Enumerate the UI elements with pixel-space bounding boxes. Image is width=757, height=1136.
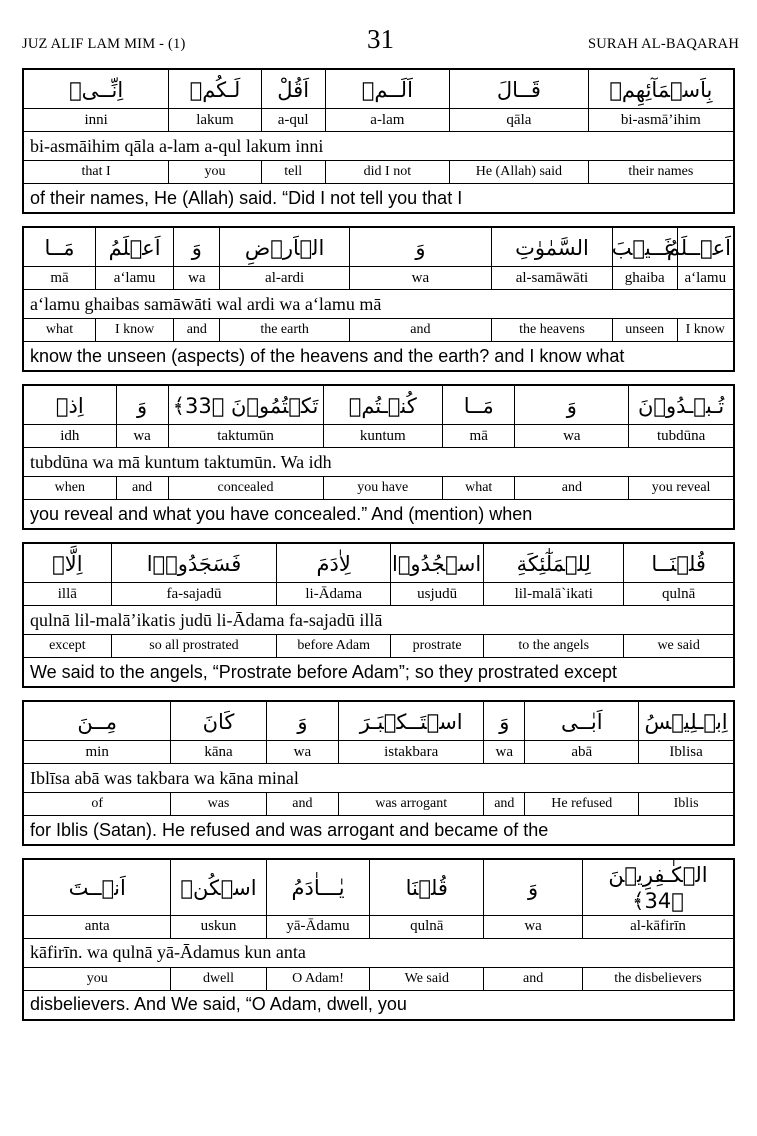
transliteration-cell: qulnā <box>624 583 734 606</box>
word-meaning-cell: I know <box>677 319 734 342</box>
transliteration-cell: Iblisa <box>639 741 734 764</box>
word-meaning-cell: so all prostrated <box>111 635 277 658</box>
transliteration-cell: anta <box>23 915 171 938</box>
full-transliteration-cell: a‘lamu ghaibas samāwāti wal ardi wa a‘lamu mā <box>23 290 734 319</box>
arabic-word-cell: اَعۡــلَمُ <box>677 227 734 267</box>
arabic-word-cell: بِاَسۡمَآئِهِمۡ <box>588 69 734 109</box>
arabic-word-cell: غَــيۡبَ <box>612 227 677 267</box>
arabic-word-cell: قُلۡنَا <box>370 859 484 915</box>
page-header <box>22 26 739 68</box>
arabic-word-cell: مَــا <box>442 385 515 425</box>
word-meaning-cell: the disbelievers <box>583 967 734 990</box>
verse-block <box>22 384 735 530</box>
arabic-word-row <box>23 385 734 425</box>
arabic-word-cell: لِلۡمَلٰٓئِكَةِ <box>484 543 624 583</box>
transliteration-cell: abā <box>525 741 639 764</box>
word-meaning-cell: that I <box>23 161 169 184</box>
full-translation-row <box>23 816 734 846</box>
full-transliteration-cell: qulnā lil-malā’ikatis judū li-Ādama fa-sajadū illā <box>23 606 734 635</box>
transliteration-row <box>23 109 734 132</box>
arabic-word-cell: كَانَ <box>171 701 266 741</box>
word-meaning-cell: tell <box>261 161 325 184</box>
transliteration-cell: kuntum <box>323 425 442 448</box>
word-meaning-cell: He refused <box>525 793 639 816</box>
full-transliteration-row <box>23 764 734 793</box>
transliteration-cell: ghaiba <box>612 267 677 290</box>
arabic-word-cell: اِلَّاۤ <box>23 543 111 583</box>
transliteration-cell: min <box>23 741 171 764</box>
word-meaning-row <box>23 477 734 500</box>
juz-label: JUZ ALIF LAM MIM - (1) <box>22 36 186 52</box>
word-meaning-cell: He (Allah) said <box>450 161 589 184</box>
arabic-word-cell: يٰـــاٰدَمُ <box>266 859 370 915</box>
transliteration-cell: taktumūn <box>168 425 323 448</box>
transliteration-cell: illā <box>23 583 111 606</box>
full-translation-cell: know the unseen (aspects) of the heavens and the earth? and I know what <box>23 342 734 372</box>
verse-block <box>22 68 735 214</box>
full-transliteration-cell: kāfirīn. wa qulnā yā-Ādamus kun anta <box>23 938 734 967</box>
verse-block <box>22 700 735 846</box>
arabic-word-cell: اَقُلْ <box>261 69 325 109</box>
full-translation-cell: We said to the angels, “Prostrate before Adam”; so they prostrated except <box>23 658 734 688</box>
page-number: 31 <box>367 24 394 54</box>
full-translation-cell: for Iblis (Satan). He refused and was arrogant and became of the <box>23 816 734 846</box>
transliteration-cell: al-samāwāti <box>492 267 613 290</box>
word-meaning-cell: you reveal <box>629 477 734 500</box>
word-meaning-row <box>23 319 734 342</box>
verse-block <box>22 226 735 372</box>
arabic-word-cell: اِذۡ <box>23 385 116 425</box>
arabic-word-cell: اَنۡــتَ <box>23 859 171 915</box>
arabic-word-cell: وَ <box>484 859 583 915</box>
arabic-word-row <box>23 227 734 267</box>
arabic-word-row <box>23 69 734 109</box>
verse-block <box>22 542 735 688</box>
transliteration-cell: idh <box>23 425 116 448</box>
word-meaning-cell: what <box>23 319 96 342</box>
transliteration-cell: a‘lamu <box>677 267 734 290</box>
arabic-word-row <box>23 543 734 583</box>
word-meaning-cell: I know <box>96 319 174 342</box>
word-meaning-cell: you <box>23 967 171 990</box>
arabic-word-cell: الۡكٰـفِرِيۡنَ ﴿34﴾ <box>583 859 734 915</box>
full-transliteration-cell: Iblīsa abā was takbara wa kāna minal <box>23 764 734 793</box>
word-meaning-cell: what <box>442 477 515 500</box>
word-meaning-cell: and <box>266 793 339 816</box>
arabic-word-cell: تَكۡتُمُوۡنَ ﴿33﴾ <box>168 385 323 425</box>
word-meaning-cell: was <box>171 793 266 816</box>
full-translation-row <box>23 658 734 688</box>
transliteration-cell: uskun <box>171 915 266 938</box>
transliteration-cell: kāna <box>171 741 266 764</box>
word-meaning-cell: was arrogant <box>339 793 484 816</box>
verse-block <box>22 858 735 1021</box>
arabic-word-cell: السَّمٰوٰتِ <box>492 227 613 267</box>
word-meaning-cell: you <box>169 161 261 184</box>
arabic-word-row <box>23 859 734 915</box>
verse-blocks-container <box>22 68 735 1021</box>
word-meaning-cell: except <box>23 635 111 658</box>
arabic-word-cell: مِــنَ <box>23 701 171 741</box>
full-translation-row <box>23 990 734 1020</box>
transliteration-row <box>23 425 734 448</box>
full-transliteration-cell: tubdūna wa mā kuntum taktumūn. Wa idh <box>23 448 734 477</box>
surah-label: SURAH AL-BAQARAH <box>587 36 739 52</box>
transliteration-cell: fa-sajadū <box>111 583 277 606</box>
arabic-word-cell: كُنۡـتُمۡ <box>323 385 442 425</box>
transliteration-cell: wa <box>116 425 168 448</box>
arabic-word-cell: تُـبۡـدُوۡنَ <box>629 385 734 425</box>
word-meaning-cell: We said <box>370 967 484 990</box>
transliteration-cell: istakbara <box>339 741 484 764</box>
transliteration-cell: wa <box>349 267 491 290</box>
arabic-word-cell: قُلۡنَــا <box>624 543 734 583</box>
full-transliteration-row <box>23 290 734 319</box>
arabic-word-cell: وَ <box>349 227 491 267</box>
transliteration-cell: tubdūna <box>629 425 734 448</box>
transliteration-cell: inni <box>23 109 169 132</box>
word-meaning-cell: Iblis <box>639 793 734 816</box>
word-meaning-cell: before Adam <box>277 635 391 658</box>
word-meaning-cell: we said <box>624 635 734 658</box>
arabic-word-cell: قَــالَ <box>450 69 589 109</box>
word-meaning-cell: the heavens <box>492 319 613 342</box>
word-meaning-cell: and <box>484 793 525 816</box>
word-meaning-cell: dwell <box>171 967 266 990</box>
word-meaning-cell: and <box>116 477 168 500</box>
transliteration-cell: yā-Ādamu <box>266 915 370 938</box>
transliteration-cell: mā <box>23 267 96 290</box>
arabic-word-cell: وَ <box>266 701 339 741</box>
arabic-word-cell: وَ <box>515 385 629 425</box>
word-meaning-cell: and <box>174 319 220 342</box>
transliteration-row <box>23 741 734 764</box>
transliteration-cell: wa <box>484 915 583 938</box>
full-translation-row <box>23 500 734 530</box>
word-meaning-cell: their names <box>588 161 734 184</box>
arabic-word-cell: اِنِّــىۡ <box>23 69 169 109</box>
arabic-word-cell: وَ <box>484 701 525 741</box>
full-translation-row <box>23 184 734 214</box>
arabic-word-cell: الۡاَرۡضِ <box>220 227 349 267</box>
transliteration-cell: al-kāfirīn <box>583 915 734 938</box>
word-meaning-cell: unseen <box>612 319 677 342</box>
transliteration-cell: mā <box>442 425 515 448</box>
word-meaning-cell: when <box>23 477 116 500</box>
word-meaning-cell: and <box>349 319 491 342</box>
arabic-word-cell: مَــا <box>23 227 96 267</box>
word-meaning-cell: did I not <box>325 161 449 184</box>
word-meaning-cell: prostrate <box>391 635 484 658</box>
full-translation-row <box>23 342 734 372</box>
word-meaning-cell: of <box>23 793 171 816</box>
transliteration-cell: wa <box>174 267 220 290</box>
transliteration-cell: li-Ādama <box>277 583 391 606</box>
transliteration-cell: usjudū <box>391 583 484 606</box>
arabic-word-cell: اسۡتَــكۡبَـرَ <box>339 701 484 741</box>
word-meaning-row <box>23 161 734 184</box>
transliteration-cell: wa <box>484 741 525 764</box>
arabic-word-row <box>23 701 734 741</box>
full-transliteration-row <box>23 606 734 635</box>
arabic-word-cell: اسۡجُدُوۡا <box>391 543 484 583</box>
transliteration-cell: wa <box>266 741 339 764</box>
full-transliteration-cell: bi-asmāihim qāla a-lam a-qul lakum inni <box>23 132 734 161</box>
transliteration-cell: wa <box>515 425 629 448</box>
transliteration-row <box>23 915 734 938</box>
arabic-word-cell: اَعۡلَمُ <box>96 227 174 267</box>
word-meaning-cell: O Adam! <box>266 967 370 990</box>
arabic-word-cell: وَ <box>116 385 168 425</box>
transliteration-row <box>23 583 734 606</box>
arabic-word-cell: وَ <box>174 227 220 267</box>
transliteration-cell: lakum <box>169 109 261 132</box>
full-translation-cell: of their names, He (Allah) said. “Did I not tell you that I <box>23 184 734 214</box>
arabic-word-cell: لَـكُمۡ <box>169 69 261 109</box>
arabic-word-cell: اسۡكُنۡ <box>171 859 266 915</box>
arabic-word-cell: لِاٰدَمَ <box>277 543 391 583</box>
transliteration-cell: a-lam <box>325 109 449 132</box>
word-meaning-cell: the earth <box>220 319 349 342</box>
full-transliteration-row <box>23 448 734 477</box>
transliteration-cell: lil-malā`ikati <box>484 583 624 606</box>
transliteration-cell: a-qul <box>261 109 325 132</box>
arabic-word-cell: اِبۡـلِيۡسُ <box>639 701 734 741</box>
word-meaning-cell: and <box>484 967 583 990</box>
transliteration-cell: al-ardi <box>220 267 349 290</box>
transliteration-cell: a‘lamu <box>96 267 174 290</box>
arabic-word-cell: اَبٰــى <box>525 701 639 741</box>
full-transliteration-row <box>23 132 734 161</box>
word-meaning-row <box>23 635 734 658</box>
transliteration-cell: qulnā <box>370 915 484 938</box>
full-translation-cell: you reveal and what you have concealed.” And (mention) when <box>23 500 734 530</box>
word-meaning-row <box>23 967 734 990</box>
arabic-word-cell: فَسَجَدُوۡۤا <box>111 543 277 583</box>
quran-page <box>0 26 757 1136</box>
arabic-word-cell: اَلَــمۡ <box>325 69 449 109</box>
word-meaning-cell: and <box>515 477 629 500</box>
transliteration-cell: bi-asmā’ihim <box>588 109 734 132</box>
transliteration-cell: qāla <box>450 109 589 132</box>
word-meaning-cell: to the angels <box>484 635 624 658</box>
full-translation-cell: disbelievers. And We said, “O Adam, dwell, you <box>23 990 734 1020</box>
full-transliteration-row <box>23 938 734 967</box>
word-meaning-cell: you have <box>323 477 442 500</box>
word-meaning-cell: concealed <box>168 477 323 500</box>
word-meaning-row <box>23 793 734 816</box>
transliteration-row <box>23 267 734 290</box>
